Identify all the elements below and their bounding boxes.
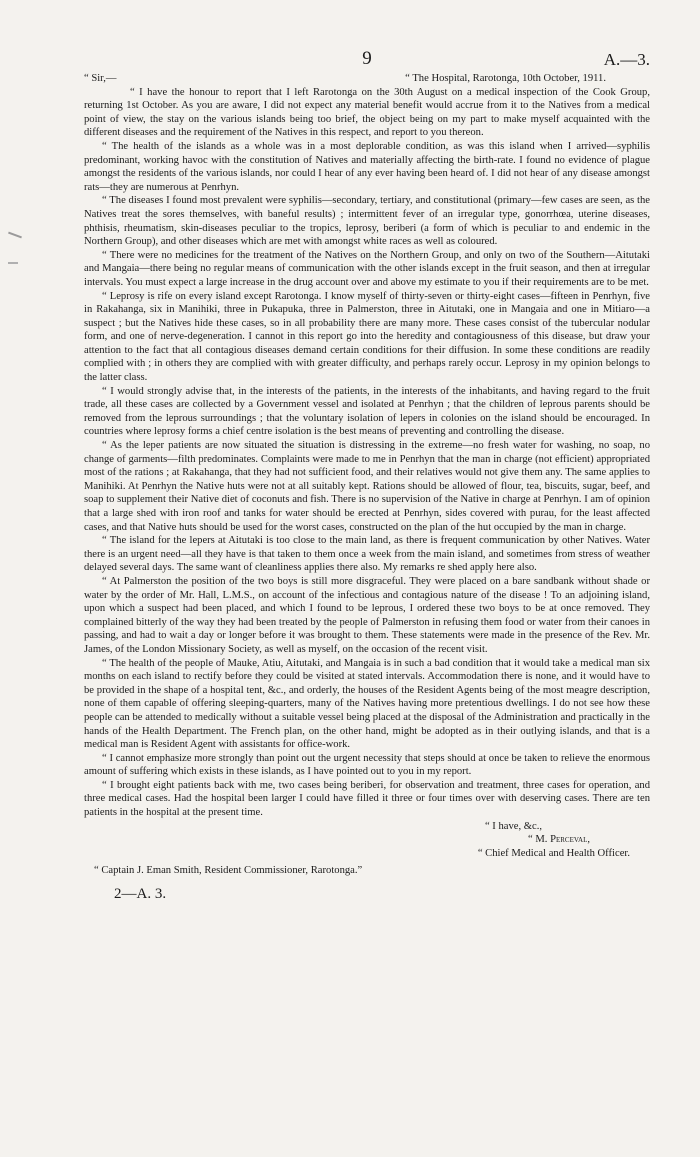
page-header [84, 40, 650, 72]
paragraph: “ I cannot emphasize more strongly than point out the urgent necessity that steps should at once be taken to relieve the enormous amount of suffering which exists in these islands, as I have pointed out to you in my report. [84, 752, 650, 778]
letter-body [84, 72, 650, 878]
signature-title: “ Chief Medical and Health Officer. [477, 847, 630, 859]
dateline: “ The Hospital, Rarotonga, 10th October, 1911. [405, 73, 606, 84]
paragraph: “ Leprosy is rife on every island except Rarotonga. I know myself of thirty-seven or thirty-eight cases—fifteen in Penrhyn, five in Rakahanga, six in Manihiki, three in Pukapuka, three in Palmerston, three in Aitutaki, one in Mangaia and one in Mitiaro—a suspect ; but the Natives hide these cases, so in all probability there are many more. These cases consist of the tubercular nodular form, and one of nerve-degeneration. I cannot in this report go into the heredity and contagiousness of this disease, but draw your attention to the fact that all contagious diseases demand certain conditions for their diffusion. In some these conditions are readily complied with ; in others they are complied with with greater difficulty, and perhaps rarely occur. Leprosy in my opinion belongs to the latter class. [84, 290, 650, 384]
paragraph: “ I brought eight patients back with me, two cases being beriberi, for observation and treatment, three cases for operation, and three medical cases. Had the hospital been larger I could have filled it three or four times over with deserving cases. There are ten patients in the hospital at the present time. [84, 779, 650, 819]
paragraph: “ The island for the lepers at Aitutaki is too close to the main land, as there is frequent communication by other Natives. Water there is an urgent need—all they have is that taken to them once a week from the main island, and sometimes from stress of weather delayed several days. The same want of cleanliness applies there also. My remarks re shed apply here also. [84, 535, 650, 574]
signature-code: 2—A. 3. [114, 886, 167, 903]
paragraph: “ The diseases I found most prevalent were syphilis—secondary, tertiary, and constitutional (primary—few cases are seen, as the Natives treat the sores themselves, with baneful results) ; intermittent fever of an irregular type, gonorrhœa, uterine diseases, phthisis, rheumatism, skin-diseases peculiar to the tropics, leprosy, beriberi (a form of which is peculiar to and endemic in the Northern Group), and other diseases which are met with amongst white races as well as coloured. [84, 195, 650, 248]
closing: “ I have, &c., [484, 820, 542, 832]
paragraph: “ At Palmerston the position of the two boys is still more disgraceful. They were placed on a bare sandbank without shade or water by the order of Mr. Hall, L.M.S., on account of the infectious and contagious nature of the disease ! To an adjoining island, upon which a suspect had been placed, and which I found to be leprous, I ordered these two boys to be at once removed. They complained bitterly of the way they had been treated by the people of Palmerston in refusing them food or water from their canoes in passing, and had to wait a day or longer before it was brought to them. These statements were made in the presence of the Rev. Mr. James, of the London Missionary Society, as well as myself, on the occasion of the recent visit. [84, 575, 650, 655]
series-code: A.—3. [603, 50, 650, 69]
paragraph: “ The health of the people of Mauke, Atiu, Aitutaki, and Mangaia is in such a bad condition that it would take a medical man six months on each island to rectify before they could be visited at stated intervals. Accommodation there is none, and it would have to be provided in the shape of a hospital tent, &c., and orderly, the houses of the Resident Agents being of the most meagre description, none of them capable of offering sleeping-quarters, many of the Natives having more pretentious dwellings. I do not see how these people can be attended to medically without a suitable vessel being placed at the disposal of the Administration and practically in the hands of the Health Department. The French plan, on the other hand, might be adopted as in their outlying islands, and that is a medical man is Resident Agent with assistants for office-work. [84, 657, 650, 751]
paragraph: “ The health of the islands as a whole was in a most deplorable condition, as was this island when I arrived—syphilis predominant, working havoc with the constitution of Natives and materially affecting the birth-rate. I found no evidence of plague amongst the residents of the various islands, nor could I hear of any ever having been heard of. I did not hear of any disease amongst rats—they are numerous at Penrhyn. [84, 140, 650, 193]
margin-mark [8, 262, 18, 264]
paragraph: “ There were no medicines for the treatment of the Natives on the Northern Group, and only on two of the Southern—Aitutaki and Mangaia—there being no regular means of communication with the other islands except in the fruit season, and then at irregular intervals. You must expect a large increase in the drug account over and above my estimate to you if their requirements are to be met. [84, 249, 650, 288]
salutation-row [84, 72, 650, 86]
paragraph: “ I have the honour to report that I left Rarotonga on the 30th August on a medical inspection of the Cook Group, returning 1st October. As you are aware, I did not expect any material benefit would accrue from it to the Natives from a medical point of view, the stay on the various islands being too brief, the object being on my part to make myself acquainted with the different diseases and the requirement of the Natives in this respect, and report to you thereon. [84, 86, 650, 139]
paragraph: “ I would strongly advise that, in the interests of the patients, in the interests of the inhabitants, and having regard to the fruit trade, all these cases are collected by a Government vessel and isolated at Penrhyn ; that the children of leprous parents should be removed from the leprous surroundings ; that the voluntary isolation of lepers in colonies on the island should be encouraged. In countries where leprosy forms a chief centre isolation is the best means of preventing and controlling the disease. [84, 385, 650, 438]
paragraph: “ As the leper patients are now situated the situation is distressing in the extreme—no fresh water for washing, no soap, no change of garments—filth predominates. Complaints were made to me in Penrhyn that the man in charge (not efficient) appropriated most of the rations ; at Rakahanga, that they had not sufficient food, and their relatives would not give them any. The same applies to Manihiki. At Penrhyn the Native huts were not at all suitably kept. Rations should be allowed of flour, tea, biscuits, sugar, beef, and soap to supplement their Native diet of coconuts and fish. There is no supervision of the Native in charge at Penrhyn. I am of opinion that a large shed with iron roof and tanks for water should be erected at Penrhyn, sides covered with purau, for the least affected cases, and that Native huts should be used for the worst cases, constructed on the plan of the hut occupied by the man in charge. [84, 440, 650, 533]
page-number: 9 [362, 48, 372, 69]
margin-mark [8, 232, 22, 239]
signature-name: “ M. Perceval, [528, 834, 590, 846]
salutation: “ Sir,— [84, 73, 117, 84]
addressee: “ Captain J. Eman Smith, Resident Commissioner, Rarotonga.” [94, 865, 363, 877]
